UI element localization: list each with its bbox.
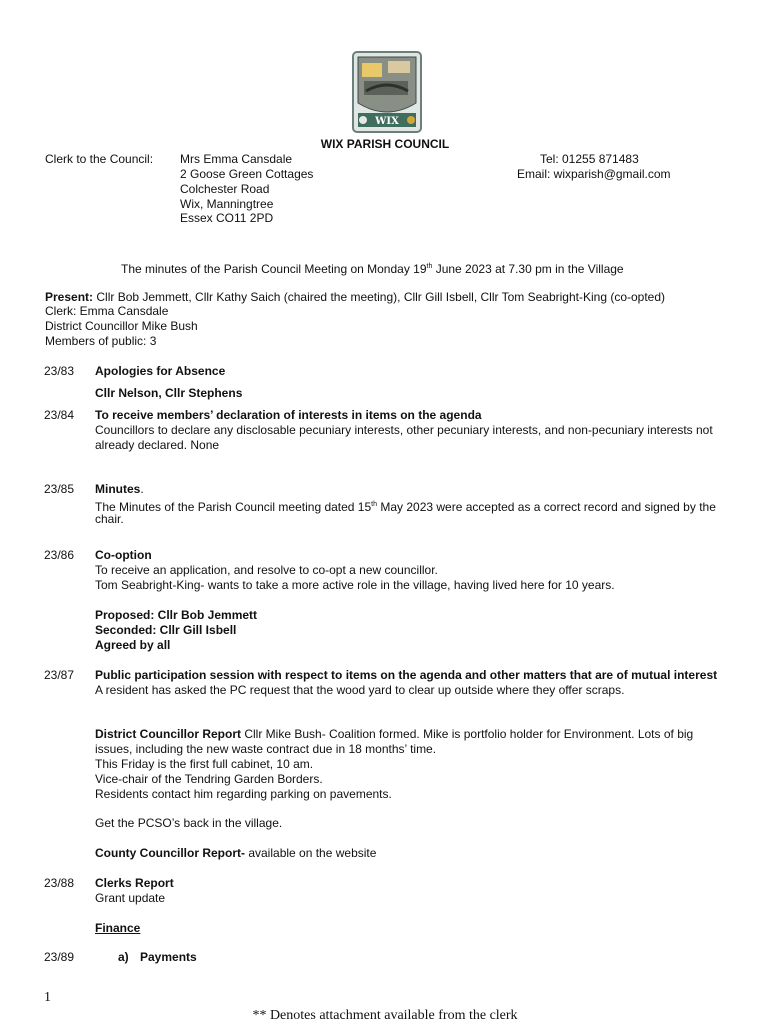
item-number: 23/86 [44, 548, 75, 562]
page-number: 1 [44, 990, 51, 1005]
district-report-line [95, 727, 755, 742]
item-heading: To receive members’ declaration of interests in items on the agenda [95, 408, 482, 422]
footer-note: ** Denotes attachment available from the clerk [252, 1008, 518, 1023]
item-text: Councillors to declare any disclosable pecuniary interests, other pecuniary interests, and non-pecuniary interests not [95, 423, 713, 437]
item-heading: Minutes [95, 482, 141, 496]
present-label: Present: [45, 290, 94, 304]
clerk-address-line: Wix, Manningtree [180, 197, 274, 211]
district-report-line: Residents contact him regarding parking on pavements. [95, 787, 392, 801]
finance-heading: Finance [95, 921, 141, 935]
apologies-names: Cllr Nelson, Cllr Stephens [95, 386, 243, 400]
item-text: A resident has asked the PC request that the wood yard to clear up outside where they offer scraps. [95, 683, 625, 697]
clerk-address-line: Colchester Road [180, 182, 270, 196]
county-report-line [95, 846, 755, 861]
item-text: Tom Seabright-King- wants to take a more active role in the village, having lived here for 10 years. [95, 578, 615, 592]
item-number: 23/85 [44, 482, 75, 496]
item-text: To receive an application, and resolve to co-opt a new councillor. [95, 563, 438, 577]
present-text: Cllr Bob Jemmett, Cllr Kathy Saich (chaired the meeting), Cllr Gill Isbell, Cllr Tom Seabright-King (co-opted) [93, 290, 666, 304]
minutes-ordinal: th [371, 501, 378, 508]
present-clerk: Clerk: Emma Cansdale [45, 304, 169, 318]
parish-crest-logo [352, 51, 422, 133]
clerk-label: Clerk to the Council: [45, 152, 154, 166]
clerk-name: Mrs Emma Cansdale [180, 152, 293, 166]
item-number: 23/84 [44, 408, 75, 422]
intro-text-end: June 2023 at 7.30 pm in the Village [432, 262, 624, 276]
district-report-label: District Councillor Report [95, 727, 242, 741]
item-number: 23/87 [44, 668, 75, 682]
item-heading: Clerks Report [95, 876, 174, 890]
sub-item-heading: Payments [140, 950, 197, 964]
clerk-email: Email: wixparish@gmail.com [517, 167, 671, 181]
item-text: chair. [95, 512, 124, 526]
county-report-text: available on the website [245, 846, 377, 860]
crest-lettering: WIX [375, 116, 399, 127]
present-members-public: Members of public: 3 [45, 334, 157, 348]
proposed-line: Proposed: Cllr Bob Jemmett [95, 608, 258, 622]
intro-ordinal: th [426, 263, 433, 270]
sub-item-label: a) [118, 950, 129, 964]
intro-text: The minutes of the Parish Council Meeting on Monday 19 [121, 262, 427, 276]
clerk-telephone: Tel: 01255 871483 [540, 152, 639, 166]
minutes-text-end: May 2023 were accepted as a correct record and signed by the [377, 500, 716, 514]
district-report-line: This Friday is the first full cabinet, 10 am. [95, 757, 314, 771]
council-name: WIX PARISH COUNCIL [320, 137, 450, 151]
present-district-councillor: District Councillor Mike Bush [45, 319, 198, 333]
item-number: 23/83 [44, 364, 75, 378]
district-report-line: issues, including the new waste contract due in 18 months’ time. [95, 742, 437, 756]
item-heading: Apologies for Absence [95, 364, 226, 378]
item-heading: Public participation session with respect to items on the agenda and other matters that are of mutual interest [95, 668, 718, 682]
district-report-line: Vice-chair of the Tendring Garden Borders. [95, 772, 323, 786]
item-number: 23/88 [44, 876, 75, 890]
item-heading: Co-option [95, 548, 152, 562]
item-number: 23/89 [44, 950, 75, 964]
present-line [45, 290, 665, 305]
item-text: already declared. None [95, 438, 220, 452]
district-report-text: Cllr Mike Bush- Coalition formed. Mike is portfolio holder for Environment. Lots of big [241, 727, 694, 741]
minutes-text: The Minutes of the Parish Council meeting dated 15 [95, 500, 372, 514]
clerk-address-line: Essex CO11 2PD [180, 211, 274, 225]
item-heading-line [95, 482, 755, 497]
meeting-intro [121, 259, 624, 277]
clerk-address-line: 2 Goose Green Cottages [180, 167, 314, 181]
county-report-label: County Councillor Report- [95, 846, 245, 860]
agreed-line: Agreed by all [95, 638, 171, 652]
item-text: Grant update [95, 891, 166, 905]
seconded-line: Seconded: Cllr Gill Isbell [95, 623, 237, 637]
pcso-line: Get the PCSO’s back in the village. [95, 816, 283, 830]
heading-period: . [140, 482, 144, 496]
